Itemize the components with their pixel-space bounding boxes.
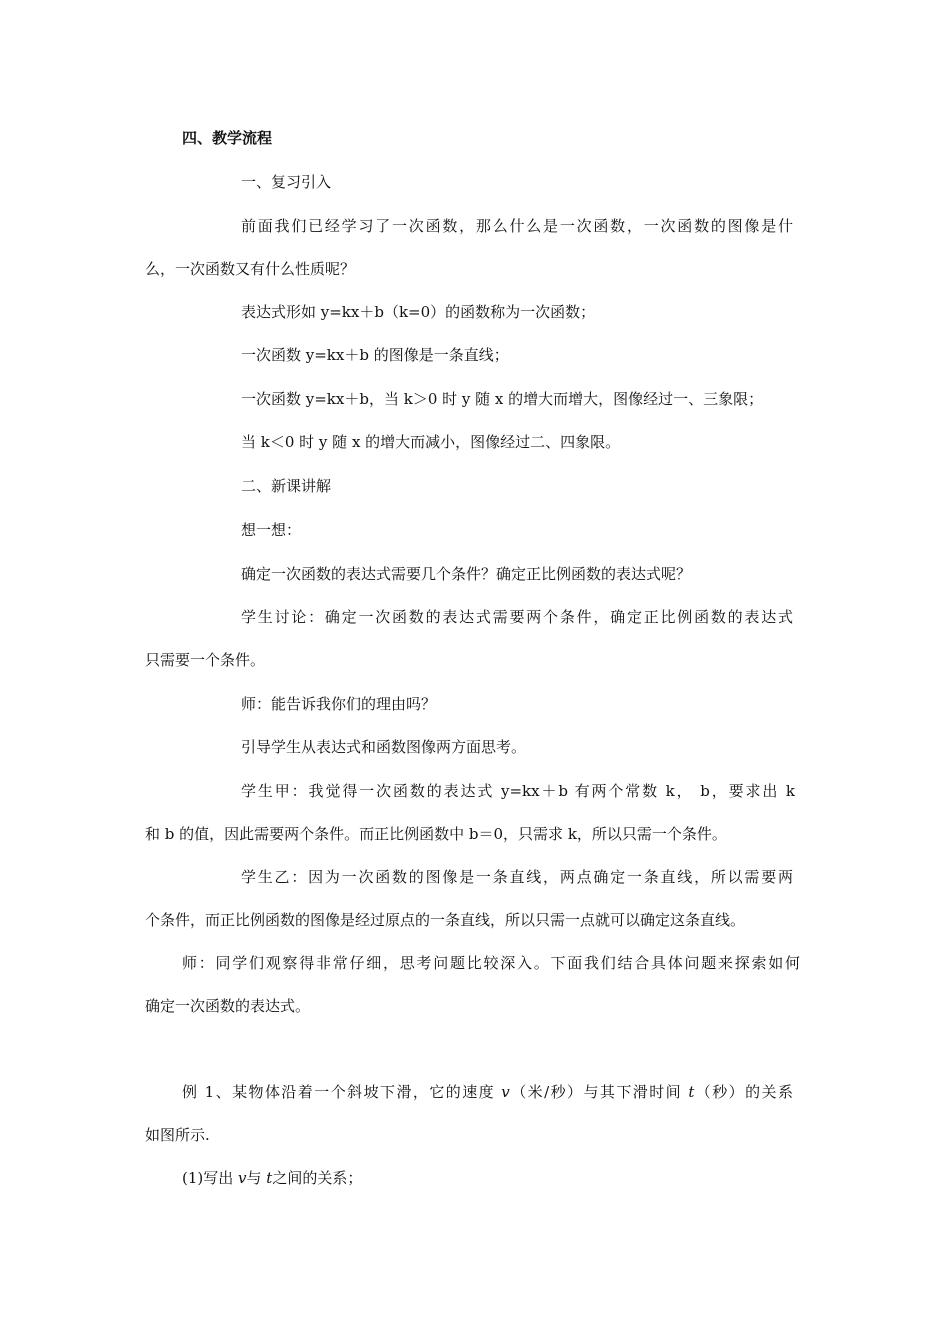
section-heading: 四、教学流程 xyxy=(182,129,273,147)
var-v: v xyxy=(501,1083,510,1101)
example-1-line-1 xyxy=(182,1082,793,1102)
q1-text-c: 之间的关系； xyxy=(272,1169,363,1187)
property-line-1: 一次函数 y=kx＋b，当 k＞0 时 y 随 x 的增大而增大，图像经过一、三象限； xyxy=(241,390,764,408)
student-a-line-1: 学生甲：我觉得一次函数的表达式 y=kx＋b 有两个常数 k， b，要求出 k xyxy=(241,782,795,800)
var-t: t xyxy=(688,1083,695,1101)
discussion-line-2: 只需要一个条件。 xyxy=(145,651,266,669)
graph-line: 一次函数 y=kx＋b 的图像是一条直线； xyxy=(241,346,509,364)
think-title: 想一想： xyxy=(241,521,302,539)
example-1-text-c: （秒）的关系 xyxy=(694,1083,793,1101)
example-1-question-1 xyxy=(182,1168,362,1188)
property-line-2: 当 k＜0 时 y 随 x 的增大而减小，图像经过二、四象限。 xyxy=(241,433,621,451)
intro-line-1: 前面我们已经学习了一次函数，那么什么是一次函数，一次函数的图像是什 xyxy=(241,217,793,235)
example-1-text-b: （米/秒）与其下滑时间 xyxy=(509,1083,689,1101)
teacher-line-1: 师：同学们观察得非常仔细，思考问题比较深入。下面我们结合具体问题来探索如何 xyxy=(182,954,800,972)
part2-title: 二、新课讲解 xyxy=(241,477,332,495)
example-1-text-a: 例 1、某物体沿着一个斜坡下滑，它的速度 xyxy=(182,1083,502,1101)
student-a-line-2: 和 b 的值，因此需要两个条件。而正比例函数中 b＝0，只需求 k，所以只需一个条件。 xyxy=(145,825,727,843)
definition-line: 表达式形如 y=kx＋b（k=0）的函数称为一次函数； xyxy=(241,303,596,321)
q1-var-t: t xyxy=(266,1169,273,1187)
example-1-line-2: 如图所示. xyxy=(145,1126,210,1144)
q1-text-b: 与 xyxy=(246,1169,267,1187)
intro-line-2: 么，一次函数又有什么性质呢？ xyxy=(145,260,356,278)
student-b-line-1: 学生乙：因为一次函数的图像是一条直线，两点确定一条直线，所以需要两 xyxy=(241,868,793,886)
teacher-line-2: 确定一次函数的表达式。 xyxy=(145,997,311,1015)
q1-text-a: (1)写出 xyxy=(182,1169,239,1187)
guide-line: 引导学生从表达式和函数图像两方面思考。 xyxy=(241,738,527,756)
student-b-line-2: 个条件，而正比例函数的图像是经过原点的一条直线，所以只需一点就可以确定这条直线。 xyxy=(145,911,746,929)
teacher-question: 师：能告诉我你们的理由吗？ xyxy=(241,695,437,713)
discussion-line-1: 学生讨论：确定一次函数的表达式需要两个条件，确定正比例函数的表达式 xyxy=(241,608,793,626)
q1-var-v: v xyxy=(238,1169,247,1187)
question-line: 确定一次函数的表达式需要几个条件？确定正比例函数的表达式呢？ xyxy=(241,565,692,583)
part1-title: 一、复习引入 xyxy=(241,173,332,191)
